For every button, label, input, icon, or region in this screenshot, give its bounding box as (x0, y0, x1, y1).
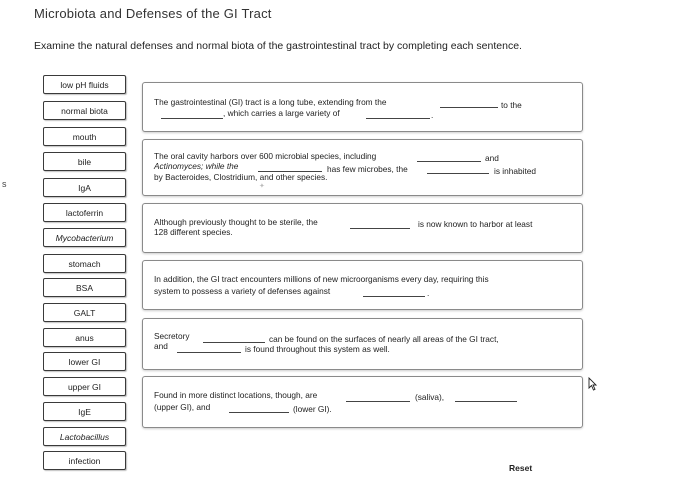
page-title: Microbiota and Defenses of the GI Tract (34, 6, 272, 21)
q6-text-part3: (upper GI), and (154, 402, 211, 412)
q3-text-part2: is now known to harbor at least (418, 219, 533, 229)
q6-text-part2: (saliva), (415, 392, 445, 402)
q5-text-part1: Secretory (154, 331, 190, 341)
q6-blank-2[interactable] (455, 401, 517, 402)
q1-text-part4: . (431, 110, 434, 120)
q2-text-part4: has few microbes, the (327, 164, 408, 174)
q2-text-part5: is inhabited (494, 166, 536, 176)
q6-blank-1[interactable] (346, 401, 410, 402)
q2-blank-3[interactable] (427, 173, 489, 174)
q4-blank-1[interactable] (363, 296, 425, 297)
sparkle-icon: ✦ (259, 183, 265, 190)
q1-text-part3: , which carries a large variety of (223, 108, 340, 118)
q6-text-part1: Found in more distinct locations, though, are (154, 390, 318, 400)
q5-blank-2[interactable] (177, 352, 241, 353)
question-box-3 (142, 203, 583, 253)
word-chip-stomach[interactable]: stomach (43, 254, 126, 273)
question-box-5 (142, 318, 583, 370)
q1-text-part2: to the (501, 100, 522, 110)
q3-text-part1: Although previously thought to be sterile, the (154, 217, 318, 227)
word-chip-iga[interactable]: IgA (43, 178, 126, 197)
q5-text-part3: and (154, 341, 168, 351)
instructions-text: Examine the natural defenses and normal biota of the gastrointestinal tract by completing each sentence. (34, 40, 522, 52)
word-chip-normal-biota[interactable]: normal biota (43, 101, 126, 120)
word-chip-lower-gi[interactable]: lower GI (43, 352, 126, 371)
word-chip-upper-gi[interactable]: upper GI (43, 377, 126, 396)
edge-mark: s (2, 179, 7, 189)
q2-text-part1: The oral cavity harbors over 600 microbial species, including (154, 151, 377, 161)
q5-text-part4: is found throughout this system as well. (245, 344, 390, 354)
word-chip-low-ph-fluids[interactable]: low pH fluids (43, 75, 126, 94)
word-chip-mycobacterium[interactable]: Mycobacterium (43, 228, 126, 247)
pointer-cursor-icon (588, 377, 597, 391)
q1-blank-1[interactable] (440, 107, 498, 108)
question-box-2 (142, 139, 583, 196)
q2-text-part6: by Bacteroides, Clostridium, and other species. (154, 172, 328, 182)
q5-blank-1[interactable] (203, 342, 265, 343)
question-box-6 (142, 376, 583, 428)
q2-text-part3: Actinomyces; while the (154, 161, 239, 171)
q4-text-part2: system to possess a variety of defenses against (154, 286, 331, 296)
q1-blank-2[interactable] (161, 118, 223, 119)
q6-blank-3[interactable] (229, 412, 289, 413)
q3-blank-1[interactable] (350, 228, 410, 229)
word-chip-infection[interactable]: infection (43, 451, 126, 470)
q4-text-part3: . (427, 288, 430, 298)
word-chip-mouth[interactable]: mouth (43, 127, 126, 146)
word-chip-bsa[interactable]: BSA (43, 278, 126, 297)
question-box-4 (142, 260, 583, 310)
word-chip-bile[interactable]: bile (43, 152, 126, 171)
word-chip-ige[interactable]: IgE (43, 402, 126, 421)
q1-text-part1: The gastrointestinal (GI) tract is a long tube, extending from the (154, 97, 387, 107)
q2-blank-1[interactable] (417, 161, 481, 162)
word-chip-lactobacillus[interactable]: Lactobacillus (43, 427, 126, 446)
word-chip-anus[interactable]: anus (43, 328, 126, 347)
question-box-1 (142, 82, 583, 132)
q2-text-part2: and (485, 153, 499, 163)
q4-text-part1: In addition, the GI tract encounters millions of new microorganisms every day, requiring this (154, 274, 489, 284)
word-chip-galt[interactable]: GALT (43, 303, 126, 322)
q6-text-part4: (lower GI). (293, 404, 332, 414)
reset-button[interactable]: Reset (509, 463, 533, 473)
word-chip-lactoferrin[interactable]: lactoferrin (43, 203, 126, 222)
q5-text-part2: can be found on the surfaces of nearly all areas of the GI tract, (269, 334, 499, 344)
q1-blank-3[interactable] (366, 118, 430, 119)
q3-text-part3: 128 different species. (154, 227, 233, 237)
